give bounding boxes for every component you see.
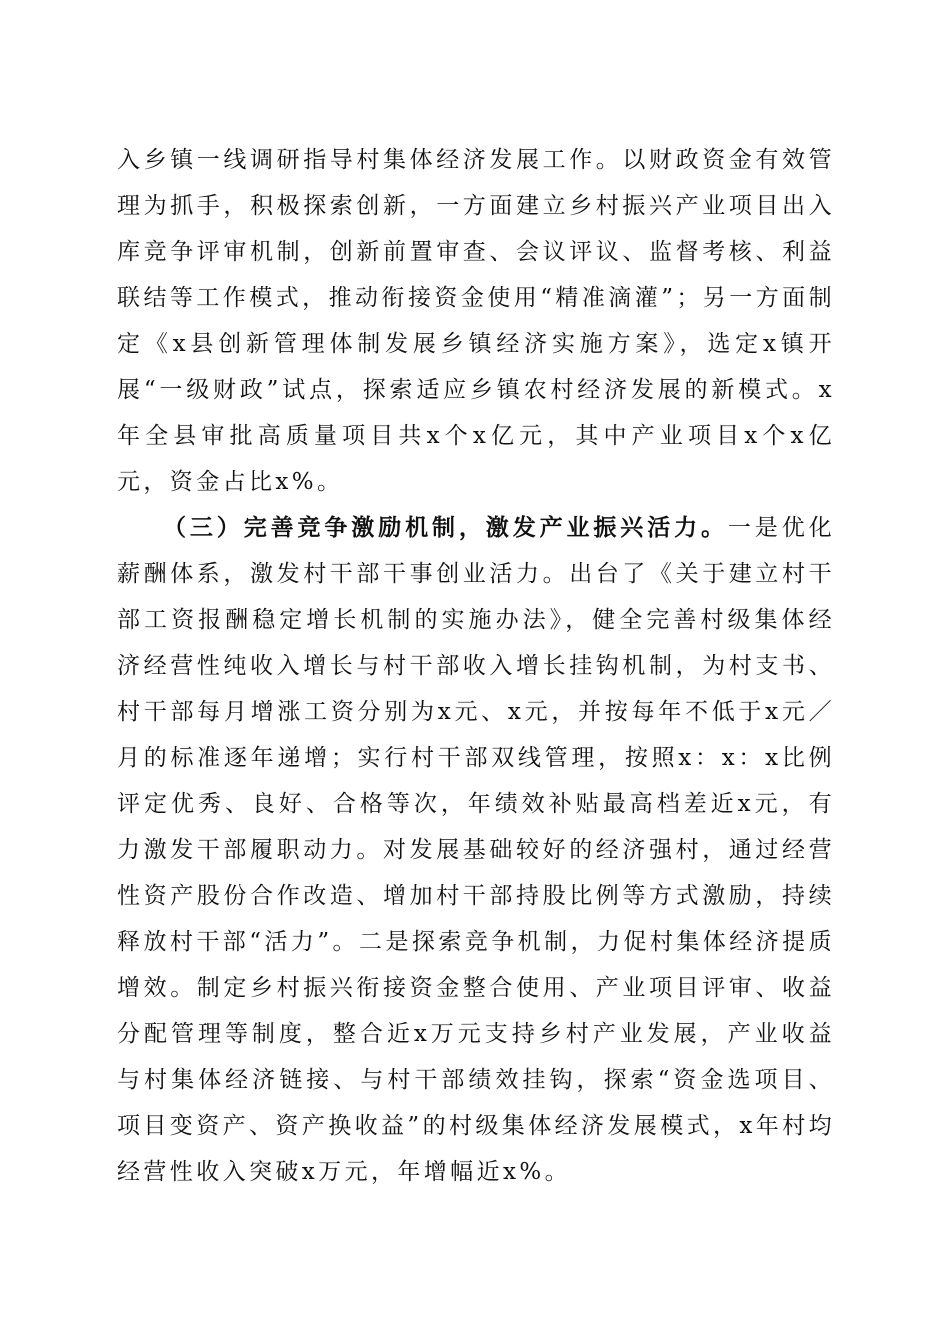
paragraph-text: 入乡镇一线调研指导村集体经济发展工作。以财政资金有效管理为抓手，积极探索创新，一方面建立乡村振兴产业项目出入库竞争评审机制，创新前置审查、会议评议、监督考核、利益联结等工作模式，推动衔接资金使用“精准滴灌”；另一方面制定《x县创新管理体制发展乡镇经济实施方案》，选定x镇开展“一级财政”试点，探索适应乡镇农村经济发展的新模式。x年全县审批高质量项目共x个x亿元，其中产业项目x个x亿元，资金占比x%。 xyxy=(117,147,835,495)
document-page xyxy=(117,137,835,1195)
section-heading: （三）完善竞争激励机制，激发产业振兴活力。 xyxy=(163,514,728,541)
paragraph-continuation xyxy=(117,137,835,505)
paragraph-section-three xyxy=(117,505,835,1195)
paragraph-text: 一是优化薪酬体系，激发村干部干事创业活力。出台了《关于建立村干部工资报酬稳定增长机制的实施办法》，健全完善村级集体经济经营性纯收入增长与村干部收入增长挂钩机制，为村支书、村干部每月增涨工资分别为x元、x元，并按每年不低于x元／月的标准逐年递增；实行村干部双线管理，按照x：x：x比例评定优秀、良好、合格等次，年绩效补贴最高档差近x元，有力激发干部履职动力。对发展基础较好的经济强村，通过经营性资产股份合作改造、增加村干部持股比例等方式激励，持续释放村干部“活力”。二是探索竞争机制，力促村集体经济提质增效。制定乡村振兴衔接资金整合使用、产业项目评审、收益分配管理等制度，整合近x万元支持乡村产业发展，产业收益与村集体经济链接、与村干部绩效挂钩，探索“资金选项目、项目变资产、资产换收益”的村级集体经济发展模式，x年村均经营性收入突破x万元，年增幅近x%。 xyxy=(117,515,835,1185)
